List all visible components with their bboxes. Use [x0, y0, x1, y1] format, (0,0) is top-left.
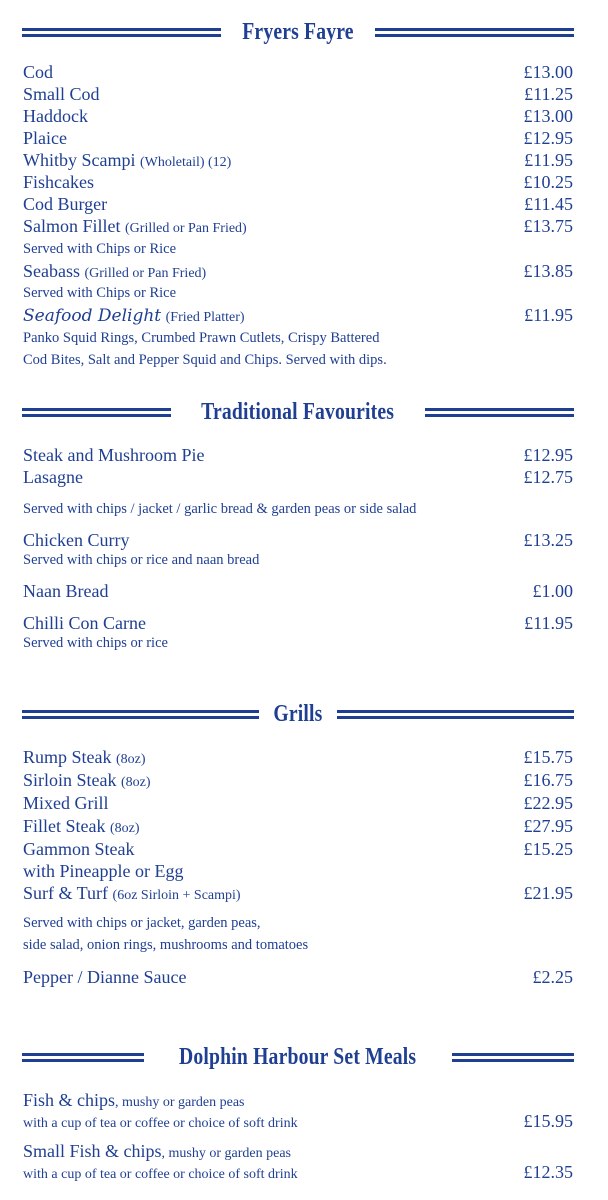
menu-item [23, 838, 573, 860]
item-description: with a cup of tea or coffee or choice of soft drink [23, 1116, 298, 1131]
item-price: £11.25 [524, 84, 573, 104]
item-price: £11.95 [524, 305, 573, 325]
item-price: £11.95 [524, 613, 573, 633]
item-price: £12.35 [523, 1162, 573, 1182]
item-name: Fishcakes [23, 172, 94, 192]
item-name: Pepper / Dianne Sauce [23, 967, 187, 987]
item-name: Mixed Grill [23, 793, 109, 813]
section-header-grills [22, 697, 574, 731]
item-description: Cod Bites, Salt and Pepper Squid and Chips. Served with dips. [23, 352, 387, 368]
menu-item [23, 215, 573, 240]
section-header-fryers-fayre [22, 15, 574, 49]
item-name: Haddock [23, 106, 88, 126]
menu-item [23, 580, 573, 602]
item-description: Served with chips or jacket, garden peas, [23, 915, 261, 931]
item-description: Served with chips or rice [23, 635, 168, 651]
item-note: , mushy or garden peas [161, 1146, 291, 1161]
section-title: Dolphin Harbour Set Meals [179, 1043, 417, 1070]
item-name: Chilli Con Carne [23, 613, 146, 633]
divider-rule [337, 710, 574, 719]
item-note: (Wholetail) (12) [139, 155, 232, 170]
item-note: (8oz) [121, 775, 151, 790]
item-note: (Grilled or Pan Fried) [125, 221, 247, 236]
section-header-set-meals [22, 1040, 574, 1074]
section-header-traditional-favourites [22, 395, 574, 429]
item-price: £13.00 [523, 62, 573, 82]
item-name: Cod Burger [23, 194, 108, 214]
item-price: £13.00 [523, 106, 573, 126]
item-name: Small Cod [23, 84, 100, 104]
item-price: £1.00 [532, 581, 573, 601]
menu-item [23, 882, 573, 907]
item-name: Fish & chips [23, 1090, 116, 1110]
item-price: £15.95 [523, 1111, 573, 1131]
menu-item [23, 83, 573, 105]
menu-item [23, 171, 573, 193]
item-extra: with Pineapple or Egg [23, 861, 184, 881]
item-price: £11.95 [524, 150, 573, 170]
item-price: £15.25 [523, 839, 573, 859]
set-meal-item-line2 [23, 1161, 573, 1186]
item-price: £12.75 [523, 467, 573, 487]
item-description: Served with Chips or Rice [23, 241, 177, 257]
item-note: (Grilled or Pan Fried) [84, 266, 207, 281]
divider-rule [22, 28, 221, 37]
item-price: £12.95 [523, 128, 573, 148]
item-name: Naan Bread [23, 581, 109, 601]
item-description: Served with chips or rice and naan bread [23, 552, 260, 568]
item-name: Rump Steak [23, 747, 112, 767]
item-name: Steak and Mushroom Pie [23, 445, 205, 465]
item-price: £16.75 [523, 770, 573, 790]
menu-item [23, 105, 573, 127]
menu-item [23, 792, 573, 814]
item-name: Chicken Curry [23, 530, 130, 550]
item-name: Sirloin Steak [23, 770, 117, 790]
item-price: £15.75 [523, 747, 573, 767]
item-name: Surf & Turf [23, 883, 109, 903]
menu-item [23, 466, 573, 488]
menu-item [23, 860, 573, 882]
section-title: Fryers Fayre [242, 18, 354, 45]
menu-item [23, 612, 573, 634]
item-name: Gammon Steak [23, 839, 135, 859]
item-price: £11.45 [524, 194, 573, 214]
item-name: Salmon Fillet [23, 216, 121, 236]
item-price: £10.25 [523, 172, 573, 192]
item-price: £13.75 [523, 216, 573, 236]
item-note: (8oz) [116, 752, 146, 767]
menu-item [23, 127, 573, 149]
menu-item [23, 304, 573, 329]
item-price: £13.25 [523, 530, 573, 550]
item-name: Small Fish & chips [23, 1141, 162, 1161]
item-price: £2.25 [532, 967, 573, 987]
divider-rule [452, 1053, 574, 1062]
menu-item [23, 746, 573, 771]
divider-rule [22, 1053, 144, 1062]
item-price: £12.95 [523, 445, 573, 465]
divider-rule [375, 28, 574, 37]
item-price: £21.95 [523, 883, 573, 903]
item-name: Fillet Steak [23, 816, 106, 836]
item-note: (6oz Sirloin + Scampi) [112, 888, 241, 903]
menu-item [23, 61, 573, 83]
item-note: , mushy or garden peas [115, 1095, 245, 1110]
menu-item [23, 444, 573, 466]
divider-rule [22, 408, 171, 417]
section-title: Traditional Favourites [201, 398, 395, 425]
item-name: Lasagne [23, 467, 83, 487]
item-description: with a cup of tea or coffee or choice of soft drink [23, 1167, 298, 1182]
item-price: £13.85 [523, 261, 573, 281]
menu-item [23, 966, 573, 988]
set-meal-item-line2 [23, 1110, 573, 1135]
item-description: Panko Squid Rings, Crumbed Prawn Cutlets, Crispy Battered [23, 330, 380, 346]
menu-item [23, 815, 573, 840]
item-name: Whitby Scampi [23, 150, 136, 170]
item-price: £22.95 [523, 793, 573, 813]
divider-rule [22, 710, 259, 719]
divider-rule [425, 408, 574, 417]
item-price: £27.95 [523, 816, 573, 836]
menu-item [23, 529, 573, 551]
item-note: (8oz) [110, 821, 140, 836]
item-name: Cod [23, 62, 54, 82]
item-description: side salad, onion rings, mushrooms and tomatoes [23, 937, 309, 953]
item-description: Served with chips / jacket / garlic bread & garden peas or side salad [23, 501, 417, 517]
item-name: Plaice [23, 128, 67, 148]
item-name: Seafood Delight [23, 306, 162, 326]
item-note: (Fried Platter) [165, 310, 245, 325]
menu-item [23, 193, 573, 215]
item-description: Served with Chips or Rice [23, 285, 177, 301]
section-title: Grills [273, 700, 323, 727]
item-name: Seabass [23, 261, 80, 281]
menu-item [23, 769, 573, 794]
